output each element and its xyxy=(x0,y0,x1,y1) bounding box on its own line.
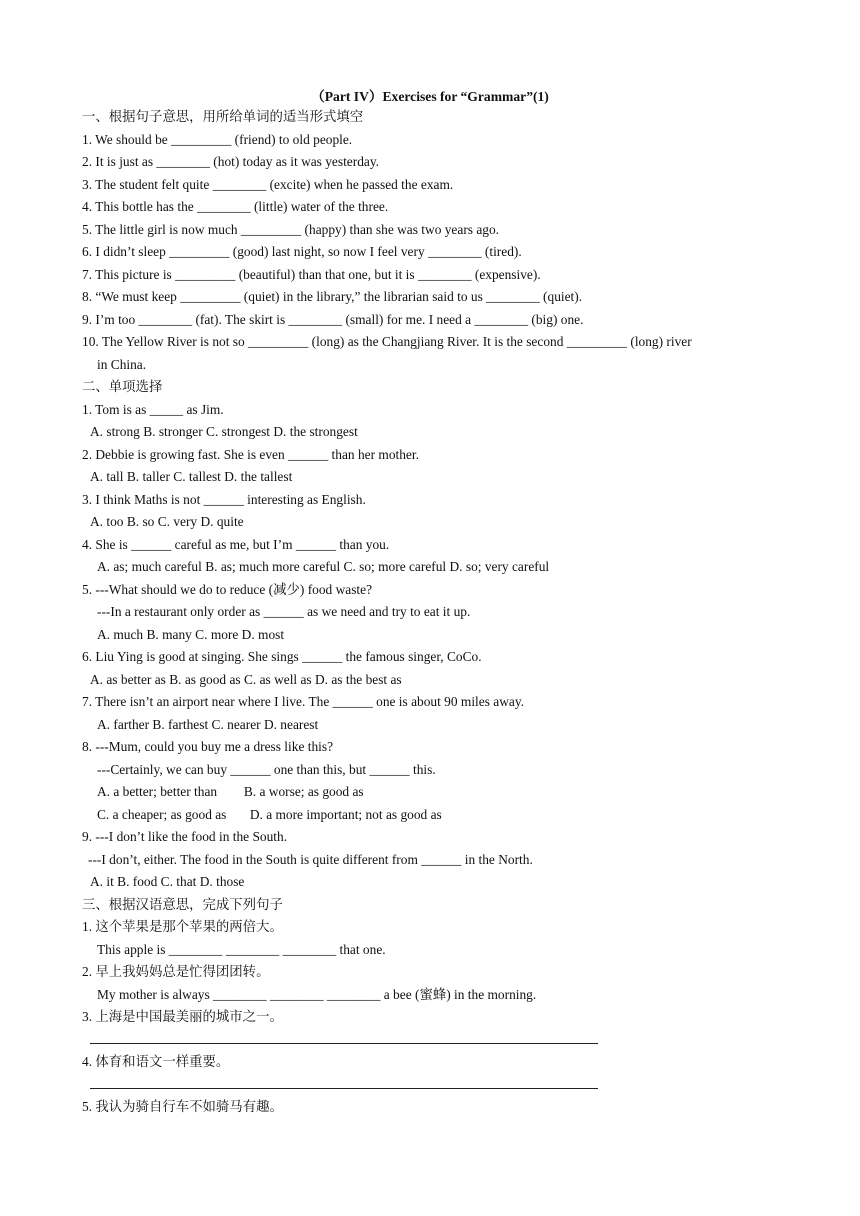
section-heading: 一、根据句子意思，用所给单词的适当形式填空 xyxy=(82,109,364,124)
section-heading: 二、单项选择 xyxy=(82,379,163,394)
options: A. farther B. farthest C. nearer D. nearest xyxy=(97,716,319,732)
options: A. strong B. stronger C. strongest D. the strongest xyxy=(90,424,358,439)
question: 8. “We must keep _________ (quiet) in the library,” the librarian said to us ________ (quiet). xyxy=(82,289,583,304)
question: 7. This picture is _________ (beautiful) than that one, but it is ________ (expensive). xyxy=(82,266,541,282)
question: 4. She is ______ careful as me, but I’m ______ than you. xyxy=(82,536,390,552)
options: A. as better as B. as good as C. as well as D. as the best as xyxy=(90,671,402,687)
question: 9. I’m too ________ (fat). The skirt is ________ (small) for me. I need a ________ (big) one. xyxy=(82,311,584,327)
question: 1. We should be _________ (friend) to old people. xyxy=(82,131,353,147)
question-continuation: in China. xyxy=(97,356,147,372)
translation-prompt: 4. 体育和语文一样重要。 xyxy=(82,1054,230,1069)
question: 10. The Yellow River is not so _________ (long) as the Changjiang River. It is the second _________ (long) river xyxy=(82,334,692,349)
translation-prompt: 2. 早上我妈妈总是忙得团团转。 xyxy=(82,964,270,979)
question: 4. This bottle has the ________ (little) water of the three. xyxy=(82,199,389,214)
translation-prompt: 1. 这个苹果是那个苹果的两倍大。 xyxy=(82,919,283,934)
options: A. it B. food C. that D. those xyxy=(90,874,245,889)
question: 9. ---I don’t like the food in the South. xyxy=(82,829,288,844)
answer-blank-line xyxy=(82,1074,802,1097)
question: 7. There isn’t an airport near where I live. The ______ one is about 90 miles away. xyxy=(82,694,525,709)
question-continuation: ---I don’t, either. The food in the South is quite different from ______ in the North. xyxy=(88,851,533,867)
answer-blank-line xyxy=(82,1029,802,1052)
question: 3. I think Maths is not ______ interesting as English. xyxy=(82,491,366,507)
exercise-body xyxy=(82,106,802,1119)
translation-answer-line: This apple is ________ ________ ________ that one. xyxy=(97,941,386,957)
page-title: （Part IV）Exercises for “Grammar”(1) xyxy=(311,89,549,104)
question: 1. Tom is as _____ as Jim. xyxy=(82,401,224,417)
options: A. as; much careful B. as; much more careful C. so; more careful D. so; very careful xyxy=(97,559,550,574)
options: A. a better; better than B. a worse; as good as xyxy=(97,784,364,799)
question: 6. Liu Ying is good at singing. She sings ______ the famous singer, CoCo. xyxy=(82,649,482,664)
translation-prompt: 5. 我认为骑自行车不如骑马有趣。 xyxy=(82,1099,283,1114)
options: A. much B. many C. more D. most xyxy=(97,626,285,642)
question: 2. It is just as ________ (hot) today as it was yesterday. xyxy=(82,154,380,169)
question: 3. The student felt quite ________ (excite) when he passed the exam. xyxy=(82,176,454,192)
question: 5. The little girl is now much _________ (happy) than she was two years ago. xyxy=(82,221,500,237)
question: 6. I didn’t sleep _________ (good) last night, so now I feel very ________ (tired). xyxy=(82,244,522,259)
options: C. a cheaper; as good as D. a more important; not as good as xyxy=(97,806,442,822)
translation-prompt: 3. 上海是中国最美丽的城市之一。 xyxy=(82,1009,283,1024)
translation-answer-line: My mother is always ________ ________ ________ a bee (蜜蜂) in the morning. xyxy=(97,986,537,1002)
options: A. too B. so C. very D. quite xyxy=(90,514,244,529)
question: 8. ---Mum, could you buy me a dress like this? xyxy=(82,739,334,754)
question-continuation: ---In a restaurant only order as ______ as we need and try to eat it up. xyxy=(97,604,471,619)
question: 5. ---What should we do to reduce (减少) food waste? xyxy=(82,581,373,597)
question-continuation: ---Certainly, we can buy ______ one than this, but ______ this. xyxy=(97,761,436,777)
options: A. tall B. taller C. tallest D. the tallest xyxy=(90,469,293,484)
question: 2. Debbie is growing fast. She is even ______ than her mother. xyxy=(82,446,419,462)
section-heading: 三、根据汉语意思，完成下列句子 xyxy=(82,896,283,912)
